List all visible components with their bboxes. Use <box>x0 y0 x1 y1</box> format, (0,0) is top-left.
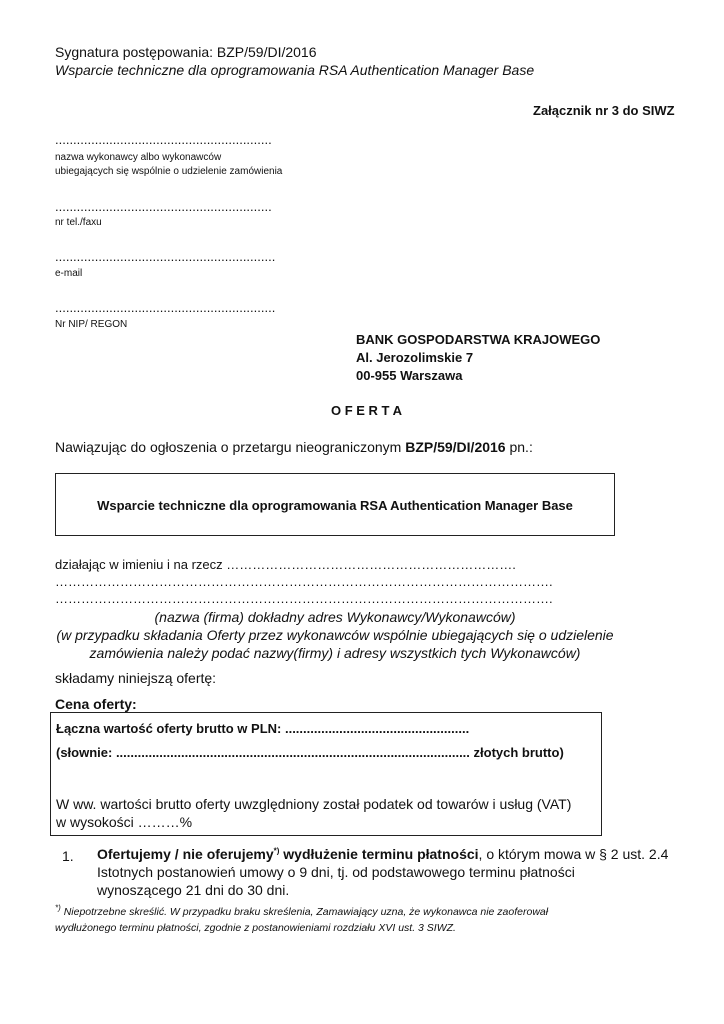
acting-note-3: zamówienia należy podać nazwy(firmy) i adresy wszystkich tych Wykonawców) <box>89 645 581 661</box>
acting-line-1: działając w imieniu i na rzecz …………………………………………………………. <box>55 557 516 572</box>
item-1-line-1 <box>97 846 669 863</box>
vat-line-1: W ww. wartości brutto oferty uwzględniony został podatek od towarów i usług (VAT) <box>56 796 572 812</box>
phone-caption: nr tel./faxu <box>55 217 102 228</box>
contractor-name-caption-1: nazwa wykonawcy albo wykonawców <box>55 152 222 163</box>
subject-box-text: Wsparcie techniczne dla oprogramowania RSA Authentication Manager Base <box>97 498 573 513</box>
contractor-name-caption-2: ubiegających się wspólnie o udzielenie zamówienia <box>55 166 283 177</box>
nip-caption: Nr NIP/ REGON <box>55 319 128 330</box>
item-1-number: 1. <box>62 848 74 864</box>
contractor-name-dots: ............................................................ <box>55 132 272 147</box>
subject-line: Wsparcie techniczne dla oprogramowania RSA Authentication Manager Base <box>55 62 535 78</box>
intro-suffix: pn.: <box>505 439 533 455</box>
item-1-rest: , o którym mowa w § 2 ust. 2.4 <box>478 846 669 862</box>
price-heading: Cena oferty: <box>55 696 137 712</box>
acting-note-1: (nazwa (firma) dokładny adres Wykonawcy/Wykonawców) <box>154 609 516 625</box>
footnote-line-2: wydłużonego terminu płatności, zgodnie z postanowieniami rozdziału XVI ust. 3 SIWZ. <box>55 922 456 934</box>
footnote-text-1: Niepotrzebne skreślić. W przypadku braku skreślenia, Zamawiający uzna, że wykonawca nie zaoferował <box>60 906 549 918</box>
item-1-line-3: wynoszącego 21 dni do 30 dni. <box>97 882 290 898</box>
subject-box <box>55 473 615 536</box>
email-caption: e-mail <box>55 268 83 279</box>
intro-prefix: Nawiązując do ogłoszenia o przetargu nieograniczonym <box>55 439 406 455</box>
price-words: (słownie: .................................................................................................. złotych brutto) <box>56 745 564 760</box>
item-1-offer-choice: Ofertujemy / nie oferujemy <box>97 846 274 862</box>
item-1-line-2: Istotnych postanowień umowy o 9 dni, tj. od podstawowego terminu płatności <box>97 864 575 880</box>
attachment-label: Załącznik nr 3 do SIWZ <box>533 103 675 118</box>
offer-title: O F E R T A <box>331 403 403 418</box>
signature-line: Sygnatura postępowania: BZP/59/DI/2016 <box>55 44 317 60</box>
acting-line-2: ……………………………………………………………………………………………………. <box>55 574 553 589</box>
footnote-line-1 <box>55 903 549 919</box>
vat-line-2: w wysokości ………% <box>56 814 193 830</box>
acting-note-2: (w przypadku składania Oferty przez wykonawców wspólnie ubiegających się o udzielenie <box>56 627 614 643</box>
footnote-mark: *) <box>55 903 61 913</box>
acting-line-3: ……………………………………………………………………………………………………. <box>55 591 553 606</box>
recipient-line-3: 00-955 Warszawa <box>356 368 463 383</box>
submit-text: składamy niniejszą ofertę: <box>55 670 217 686</box>
item-1-footnote-mark: *) <box>273 846 280 856</box>
price-total: Łączna wartość oferty brutto w PLN: ................................................... <box>56 721 470 736</box>
intro-line <box>55 439 533 456</box>
recipient-line-1: BANK GOSPODARSTWA KRAJOWEGO <box>356 332 601 347</box>
intro-reference: BZP/59/DI/2016 <box>405 439 506 455</box>
price-box <box>50 712 602 836</box>
item-1-extension: wydłużenie terminu płatności <box>279 846 479 862</box>
nip-dots: ............................................................. <box>55 300 276 315</box>
phone-dots: ............................................................ <box>55 199 272 214</box>
recipient-line-2: Al. Jerozolimskie 7 <box>356 350 474 365</box>
email-dots: ............................................................. <box>55 249 276 264</box>
